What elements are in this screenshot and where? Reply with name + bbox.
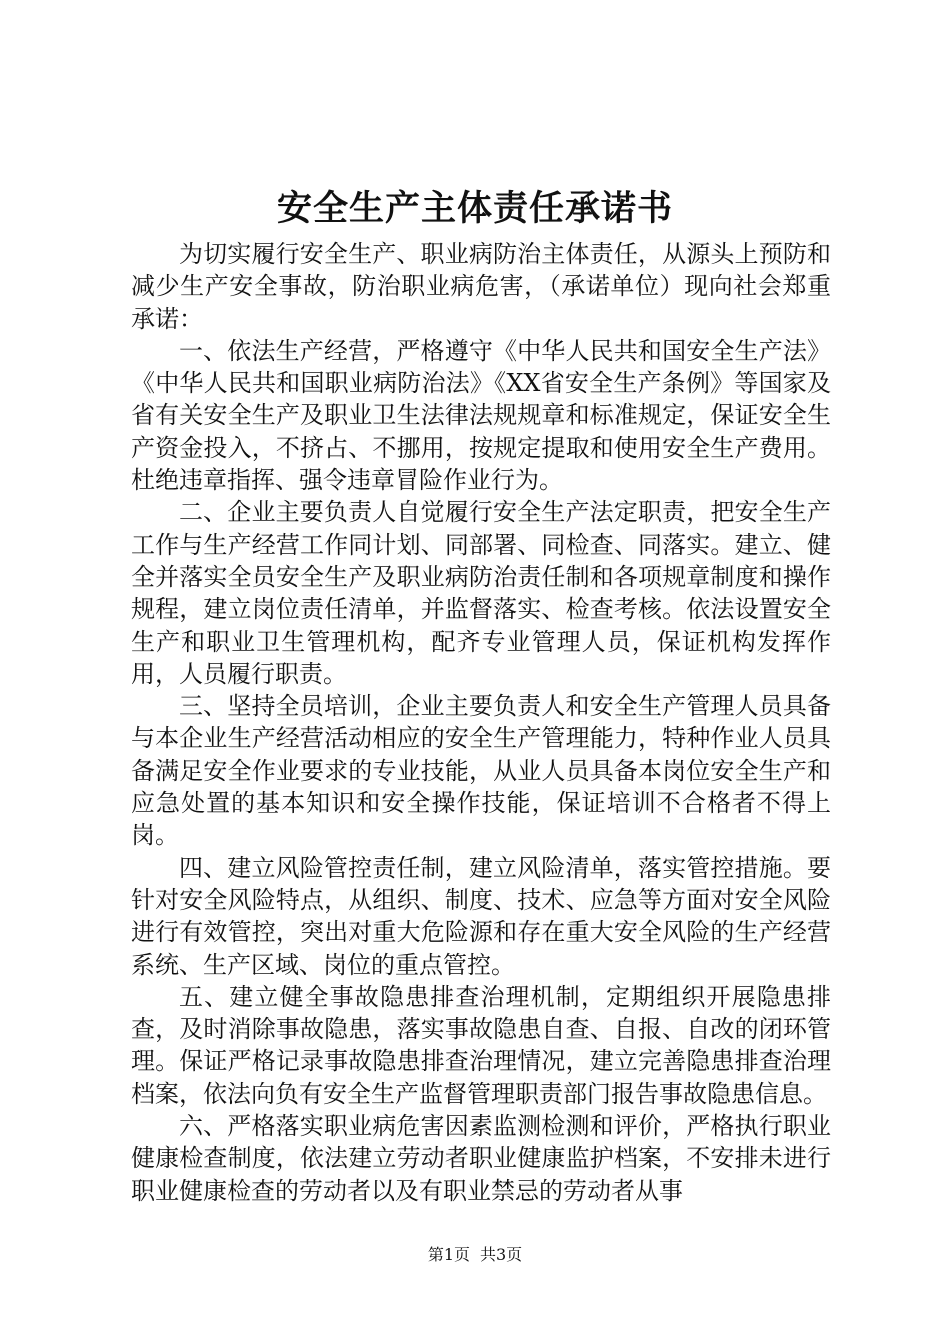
document-title: 安全生产主体责任承诺书 [276, 188, 673, 229]
paragraph-item-5: 五、建立健全事故隐患排查治理机制，定期组织开展隐患排查，及时消除事故隐患，落实事故隐患自查、自报、自改的闭环管理。保证严格记录事故隐患排查治理情况，建立完善隐患排查治理档案，依法向负有安全生产监督管理职责部门报告事故隐患信息。 [131, 982, 831, 1108]
page-number-current: 第1页 [427, 1245, 470, 1264]
document-body [131, 238, 831, 1207]
paragraph-item-3: 三、坚持全员培训，企业主要负责人和安全生产管理人员具备与本企业生产经营活动相应的安全生产管理能力，特种作业人员具备满足安全作业要求的专业技能，从业人员具备本岗位安全生产和应急处置的基本知识和安全操作技能，保证培训不合格者不得上岗。 [131, 692, 831, 850]
paragraph-item-2: 二、企业主要负责人自觉履行安全生产法定职责，把安全生产工作与生产经营工作同计划、同部署、同检查、同落实。建立、健全并落实全员安全生产及职业病防治责任制和各项规章制度和操作规程，建立岗位责任清单，并监督落实、检查考核。依法设置安全生产和职业卫生管理机构，配齐专业管理人员，保证机构发挥作用，人员履行职责。 [131, 498, 831, 688]
paragraph-item-4: 四、建立风险管控责任制，建立风险清单，落实管控措施。要针对安全风险特点，从组织、制度、技术、应急等方面对安全风险进行有效管控，突出对重大危险源和存在重大安全风险的生产经营系统、生产区域、岗位的重点管控。 [131, 853, 831, 979]
paragraph-intro: 为切实履行安全生产、职业病防治主体责任，从源头上预防和减少生产安全事故，防治职业病危害，（承诺单位）现向社会郑重承诺： [131, 240, 831, 333]
paragraph-item-1: 一、依法生产经营，严格遵守《中华人民共和国安全生产法》《中华人民共和国职业病防治法》《XX省安全生产条例》等国家及省有关安全生产及职业卫生法律法规规章和标准规定，保证安全生产资金投入，不挤占、不挪用，按规定提取和使用安全生产费用。杜绝违章指挥、强令违章冒险作业行为。 [131, 336, 831, 495]
page-number-total: 共3页 [480, 1245, 523, 1264]
paragraph-item-6: 六、严格落实职业病危害因素监测检测和评价，严格执行职业健康检查制度，依法建立劳动者职业健康监护档案，不安排未进行职业健康检查的劳动者以及有职业禁忌的劳动者从事 [131, 1112, 831, 1205]
page-footer [0, 1244, 950, 1266]
